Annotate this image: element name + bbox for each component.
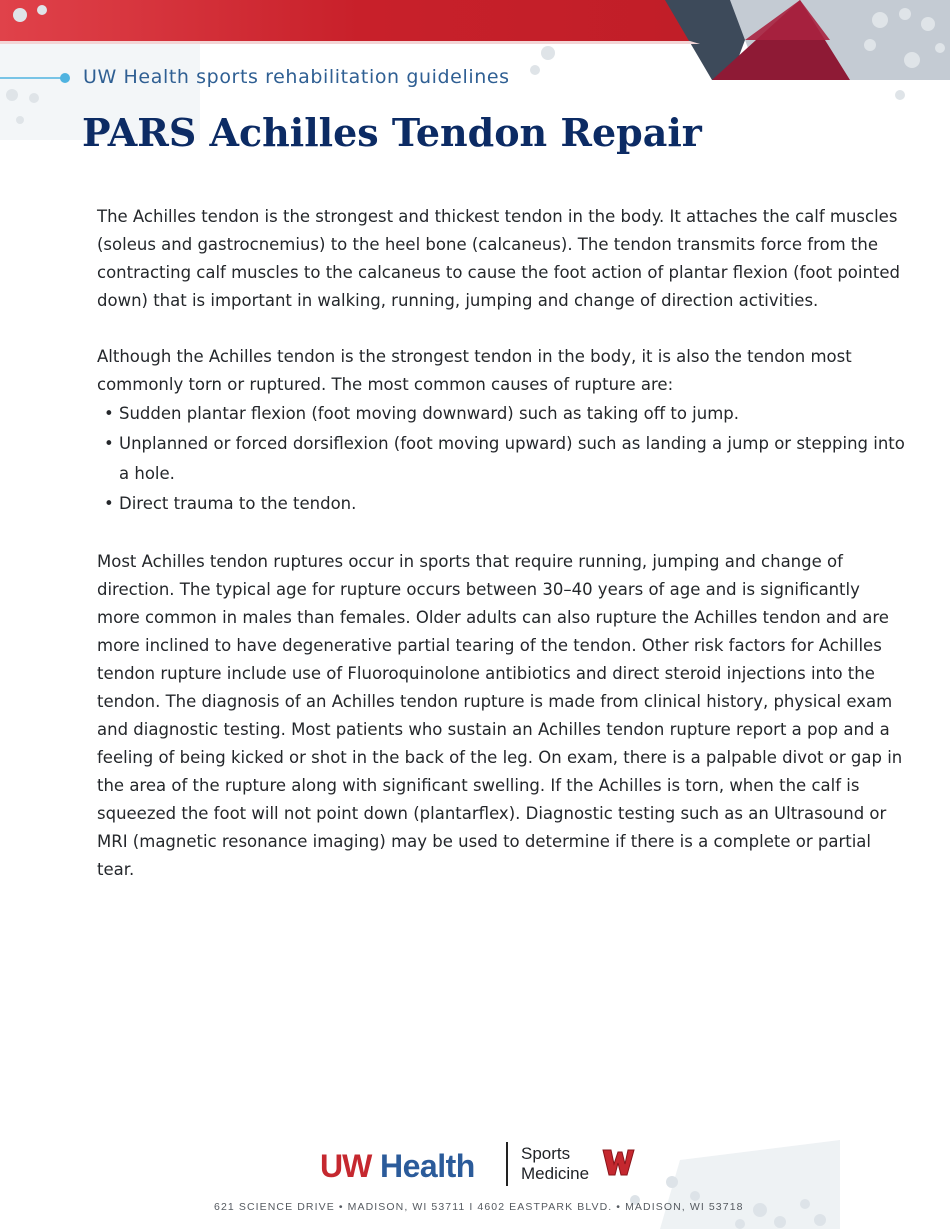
paragraph-intro: The Achilles tendon is the strongest and thickest tendon in the body. It attaches the calf muscles (soleus and gastrocnemius) to the heel bone (calcaneus). The tendon transmits force from the contracting calf muscles to the calcaneus to cause the foot action of plantar flexion (foot pointed down) that is important in walking, running, jumping and change of direction activities. xyxy=(97,207,901,310)
w-motion-logo-icon xyxy=(601,1146,635,1178)
list-item: • Unplanned or forced dorsiflexion (foot moving upward) such as landing a jump or stepping into a hole. xyxy=(104,434,905,483)
header-subtitle: UW Health sports rehabilitation guidelines xyxy=(83,66,510,88)
list-item: • Direct trauma to the tendon. xyxy=(104,494,357,513)
logo-medicine-text: Medicine xyxy=(521,1164,590,1183)
uwhealth-logo: UW Health Sports Medicine xyxy=(320,1142,650,1187)
list-item: • Sudden plantar flexion (foot moving downward) such as taking off to jump. xyxy=(104,404,740,423)
causes-list xyxy=(97,399,905,519)
logo-sports-text: Sports xyxy=(521,1144,571,1163)
document-body xyxy=(97,203,905,884)
paragraph-diagnosis: Most Achilles tendon ruptures occur in sports that require running, jumping and change of direction. The typical age for rupture occurs between 30–40 years of age and is significantly more common in males than females. Older adults can also rupture the Achilles tendon and are more inclined to have degenerative partial tearing of the tendon. Other risk factors for Achilles tendon rupture include use of Fluoroquinolone antibiotics and direct steroid injections into the tendon. The diagnosis of an Achilles tendon rupture is made from clinical history, physical exam and diagnostic testing. Most patients who sustain an Achilles tendon rupture report a pop and a feeling of being kicked or shot in the back of the leg. On exam, there is a palpable divot or gap in the area of the rupture along with significant swelling. If the Achilles is torn, when the calf is squeezed the foot will not point down (plantarflex). Diagnostic testing such as an Ultrasound or MRI (magnetic resonance imaging) may be used to determine if there is a complete or partial tear. xyxy=(97,552,903,879)
paragraph-causes: Although the Achilles tendon is the strongest tendon in the body, it is also the tendon most commonly torn or ruptured. The most common causes of rupture are: xyxy=(97,347,852,394)
header-banner xyxy=(0,0,950,200)
footer-address: 621 SCIENCE DRIVE • MADISON, WI 53711 I 4602 EASTPARK BLVD. • MADISON, WI 53718 xyxy=(214,1201,744,1213)
page-title: PARS Achilles Tendon Repair xyxy=(82,110,702,155)
